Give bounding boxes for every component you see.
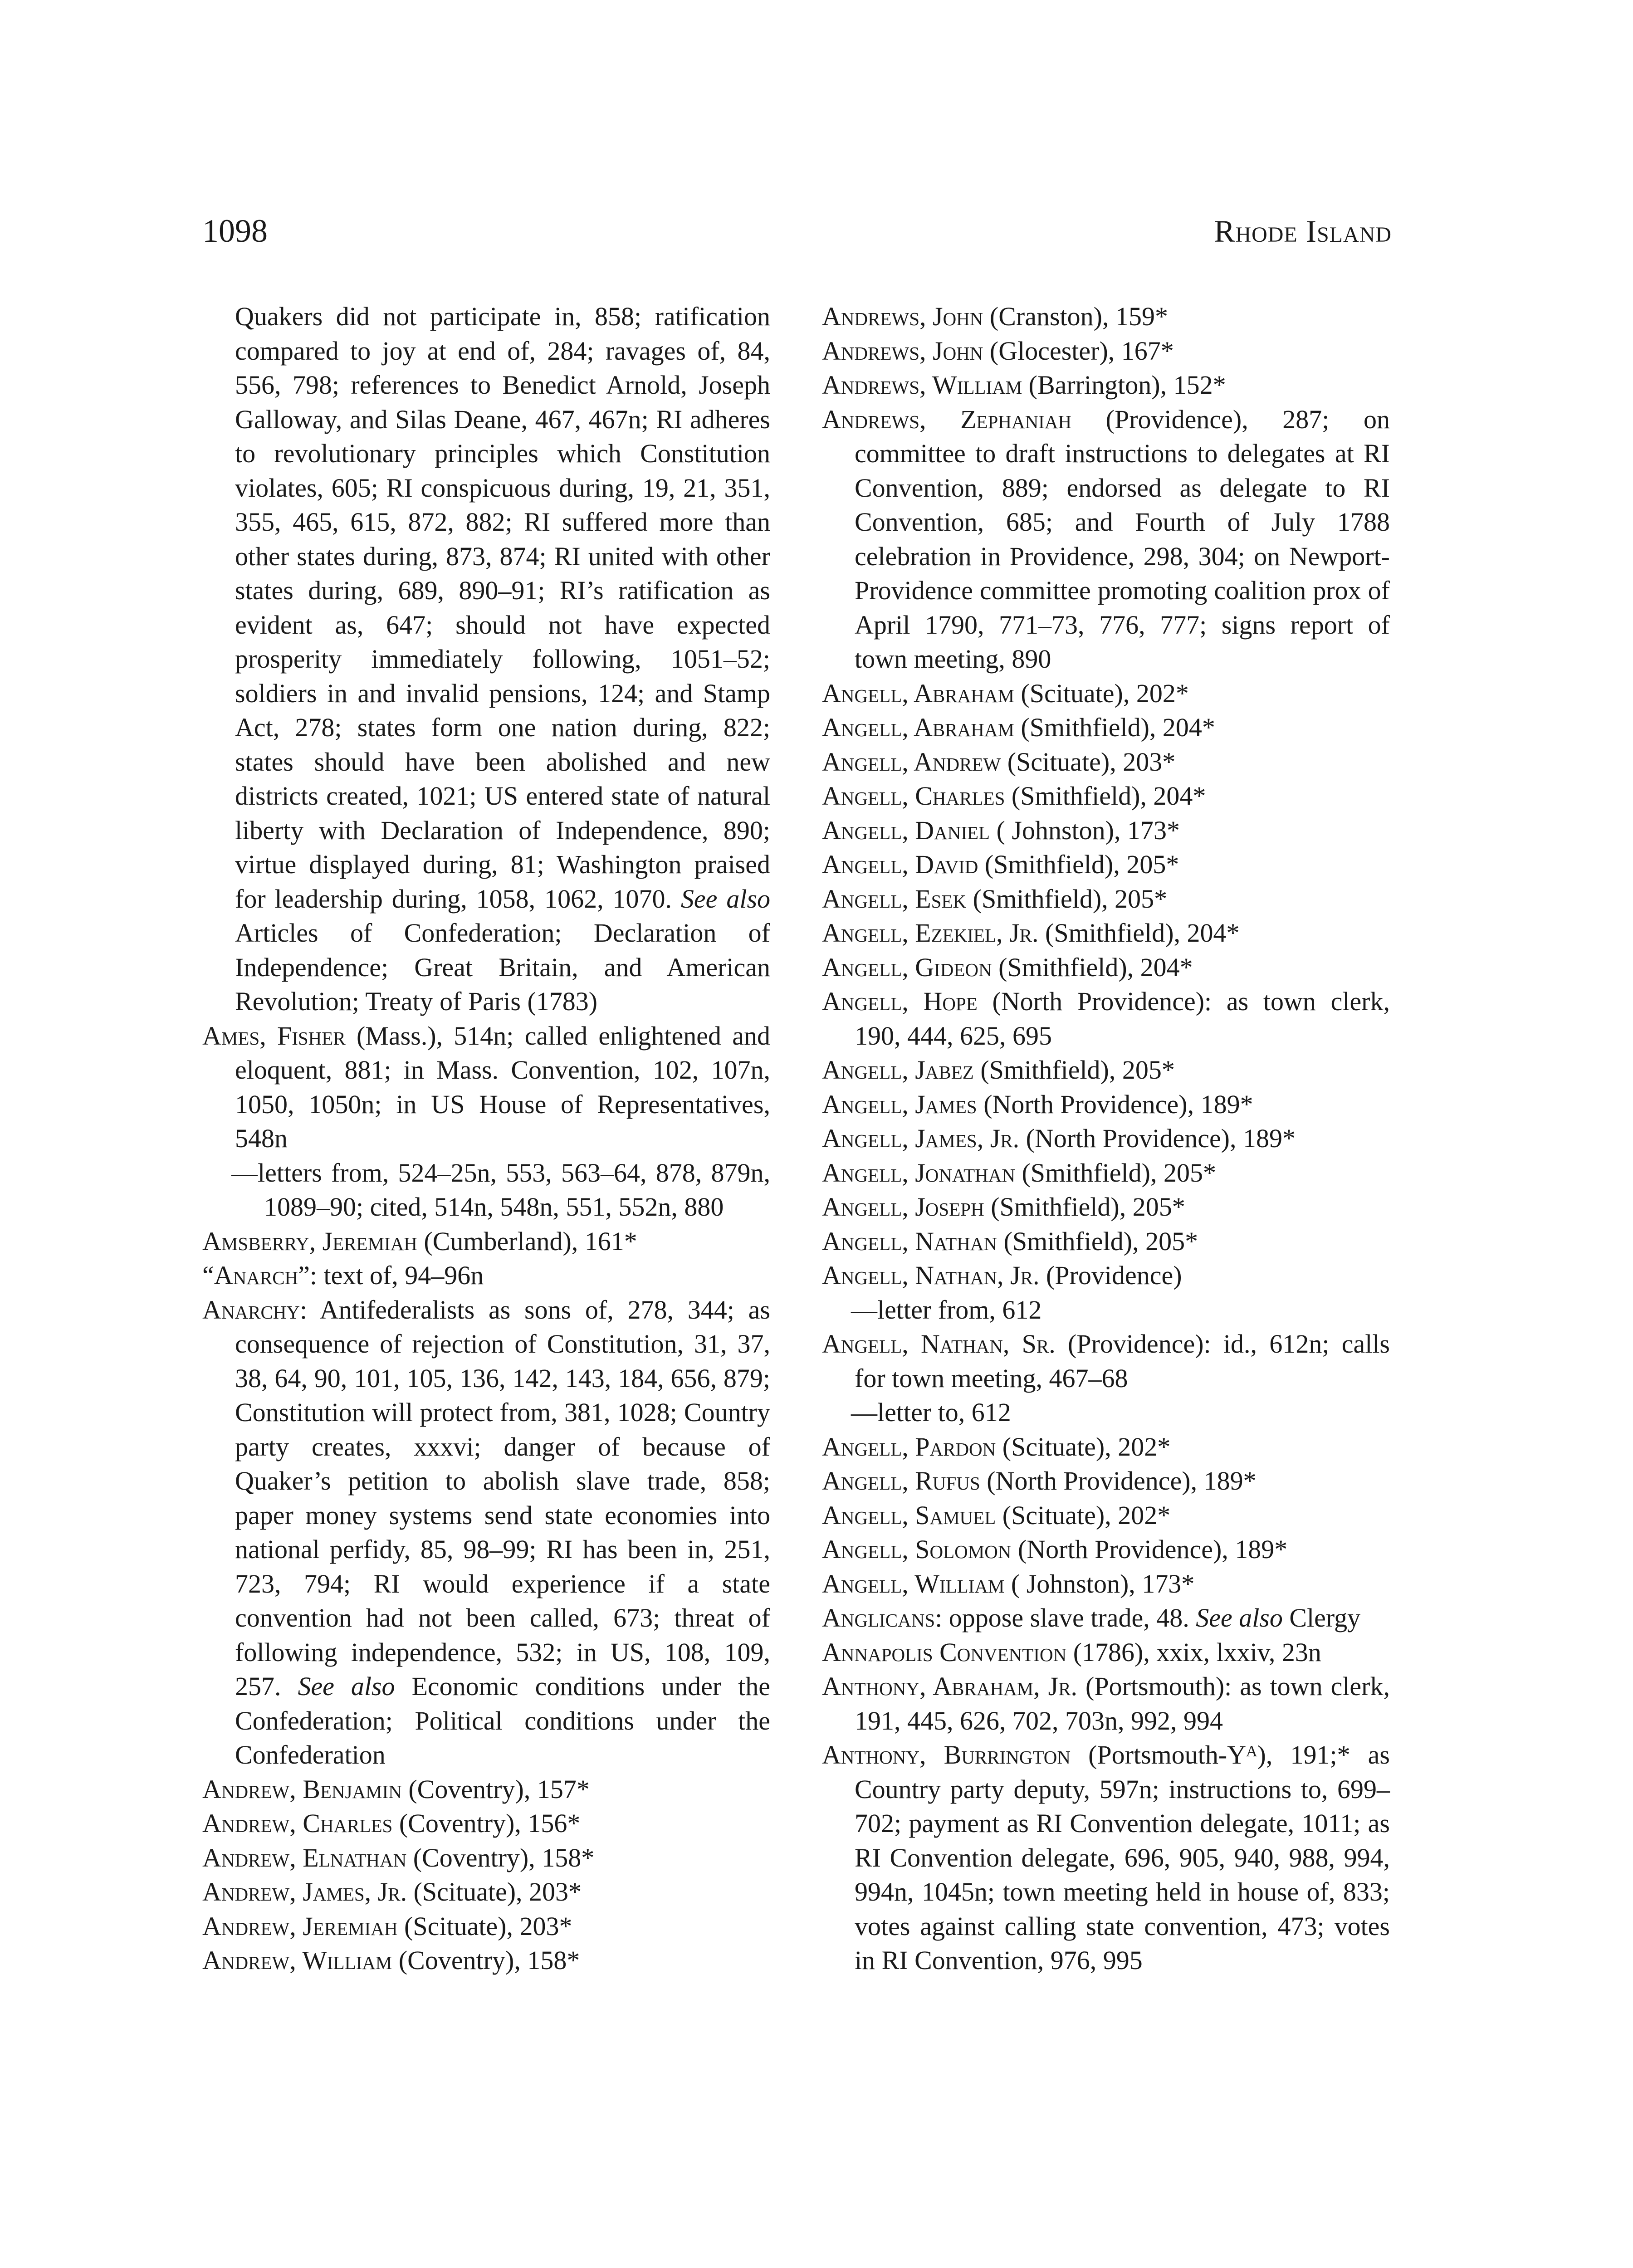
entry-heading: Amsberry, Jeremiah (202, 1226, 417, 1256)
index-entry (822, 334, 1390, 368)
index-entry (822, 1121, 1390, 1156)
index-subentry (822, 1293, 1390, 1327)
index-entry (822, 1053, 1390, 1087)
entry-heading: Andrew, William (202, 1945, 392, 1975)
entry-text: (Coventry), 158* (398, 1945, 580, 1975)
entry-heading: Angell, Samuel (822, 1500, 996, 1530)
index-entry (822, 984, 1390, 1053)
entry-heading: Angell, Gideon (822, 952, 992, 982)
entry-text: (Portsmouth): as town clerk, 191, 445, 626, 702, 703n, 992, 994 (855, 1672, 1390, 1735)
entry-heading: Angell, James (822, 1089, 977, 1119)
entry-text: (Providence), 287; on committee to draft instructions to delegates at RI Convention, 889; endorsed as delegate to RI Convention, 685; and Fourth of July 1788 celebration in Providence, 298, 304; on Newport-Providence committee promoting coalition prox of April 1790, 771–73, 776, 777; signs report of town meeting, 890 (855, 404, 1390, 674)
index-entry (822, 1738, 1390, 1978)
index-entry (822, 299, 1390, 334)
entry-text: (Scituate), 203* (404, 1911, 572, 1941)
index-entry (822, 779, 1390, 813)
entry-text: (Smithfield), 204* (1045, 918, 1240, 948)
entry-text: (Portsmouth-Yᴬ), 191;* as Country party deputy, 597n; instructions to, 699–702; payment as RI Convention delegate, 1011; as RI Convention delegate, 696, 905, 940, 988, 994, 994n, 1045n; town meeting held in house of, 833; votes against calling state convention, 473; votes in RI Convention, 976, 995 (855, 1740, 1390, 1975)
index-entry (822, 676, 1390, 711)
entry-heading: Angell, Ezekiel, Jr. (822, 918, 1039, 948)
index-entry (822, 950, 1390, 985)
entry-heading: Angell, Abraham (822, 678, 1014, 708)
right-entry-list (822, 299, 1390, 1978)
entry-heading: Anarchy: (202, 1295, 308, 1325)
entry-heading: Anthony, Abraham, Jr. (822, 1672, 1078, 1701)
entry-heading: Andrews, William (822, 370, 1022, 400)
entry-heading: Anthony, Burrington (822, 1740, 1071, 1769)
entry-heading: Angell, Andrew (822, 747, 1001, 777)
index-entry (822, 402, 1390, 676)
entry-text: (Barrington), 152* (1028, 370, 1226, 400)
entry-text: (Providence) (1046, 1261, 1182, 1290)
right-column (822, 299, 1390, 1978)
entry-text: (Smithfield), 204* (998, 952, 1193, 982)
entry-heading: Angell, Esek (822, 884, 967, 914)
see-also-target: Economic conditions under the Confederation; Political conditions under the Confederation (235, 1672, 771, 1769)
see-also-label: See also (1196, 1603, 1283, 1633)
entry-heading: Angell, Nathan, Jr. (822, 1261, 1040, 1290)
index-entry (822, 1464, 1390, 1498)
entry-text: (Smithfield), 204* (1011, 781, 1206, 811)
entry-heading: Angell, Daniel (822, 815, 990, 845)
index-subentry (822, 1395, 1390, 1430)
index-entry (822, 1567, 1390, 1601)
entry-heading: Angell, Pardon (822, 1432, 996, 1461)
subentry-text: —letter from, 612 (851, 1295, 1042, 1325)
entry-text: (Smithfield), 205* (984, 850, 1179, 879)
index-entry (822, 813, 1390, 848)
entry-heading: Angell, David (822, 850, 978, 879)
subentry-text: —letters from, 524–25n, 553, 563–64, 878, 879n, 1089–90; cited, 514n, 548n, 551, 552n, 880 (231, 1158, 770, 1222)
entry-text: (Smithfield), 204* (1021, 713, 1215, 742)
page-header (202, 212, 1392, 250)
index-entry (202, 1772, 770, 1807)
index-entry (822, 882, 1390, 916)
index-entry (822, 745, 1390, 779)
entry-text: oppose slave trade, 48. (949, 1603, 1189, 1633)
entry-text: (North Providence), 189* (983, 1089, 1253, 1119)
entry-text: (Scituate), 203* (1007, 747, 1176, 777)
entry-text: ( Johnston), 173* (996, 815, 1180, 845)
page-number: 1098 (202, 213, 268, 249)
entry-heading: Angell, Nathan, Sr. (822, 1329, 1056, 1359)
entry-text: (Smithfield), 205* (1022, 1158, 1216, 1188)
entry-text: (Scituate), 202* (1002, 1500, 1171, 1530)
entry-heading: Angell, Nathan (822, 1226, 997, 1256)
entry-text: (Glocester), 167* (989, 336, 1174, 366)
entry-heading: Angell, Jonathan (822, 1158, 1015, 1188)
entry-heading: Angell, Rufus (822, 1466, 980, 1496)
entry-heading: Andrews, John (822, 302, 983, 331)
subentry-text: —letter to, 612 (851, 1398, 1011, 1427)
index-entry (202, 1875, 770, 1909)
index-entry (822, 1224, 1390, 1259)
entry-heading: Angell, Solomon (822, 1535, 1012, 1564)
index-entry (202, 1293, 770, 1772)
index-entry (822, 1087, 1390, 1122)
entry-heading: Annapolis Convention (822, 1637, 1067, 1667)
entry-heading: Andrew, James, Jr. (202, 1877, 407, 1906)
index-entry (822, 1327, 1390, 1395)
index-entry (822, 847, 1390, 882)
entry-text: (Mass.), 514n; called enlightened and eloquent, 881; in Mass. Convention, 102, 107n, 1050, 1050n; in US House of Representatives, 548n (235, 1021, 770, 1153)
index-entry (822, 1190, 1390, 1224)
entry-text: (Coventry), 157* (408, 1774, 590, 1804)
entry-heading: Andrew, Jeremiah (202, 1911, 398, 1941)
entry-heading: Angell, Abraham (822, 713, 1014, 742)
entry-text: ( Johnston), 173* (1011, 1569, 1195, 1598)
index-entry (822, 1258, 1390, 1293)
entry-heading: Angell, Jabez (822, 1055, 974, 1085)
entry-heading: Angell, Joseph (822, 1192, 984, 1222)
entry-text: (Coventry), 156* (399, 1809, 581, 1838)
index-entry (822, 1669, 1390, 1738)
entry-text: (Scituate), 202* (1021, 678, 1189, 708)
index-entry (822, 1601, 1390, 1635)
running-head: Rhode Island (1214, 214, 1392, 249)
index-entry (202, 1019, 770, 1156)
left-entry-list (202, 1019, 770, 1978)
entry-text: (Smithfield), 205* (973, 884, 1168, 914)
entry-heading: “Anarch”: (202, 1261, 318, 1290)
index-entry (822, 1635, 1390, 1670)
index-entry (822, 1156, 1390, 1190)
entry-heading: Andrew, Charles (202, 1809, 393, 1838)
entry-text: (Smithfield), 205* (991, 1192, 1185, 1222)
entry-text: Antifederalists as sons of, 278, 344; as consequence of rejection of Constitution, 31, 37, 38, 64, 90, 101, 105, 136, 142, 143, 184, 656, 879; Constitution will protect from, 381, 1028; Country party creates, xxxvi; danger of because of Quaker’s petition to abolish slave trade, 858; paper money systems send state economies into national perfidy, 85, 98–99; RI has been in, 251, 723, 794; RI would experience if a state convention had not been called, 673; threat of following independence, 532; in US, 108, 109, 257. (235, 1295, 770, 1701)
index-entry (202, 1258, 770, 1293)
index-entry (202, 1806, 770, 1841)
entry-text: (1786), xxix, lxxiv, 23n (1073, 1637, 1321, 1667)
index-subentry (202, 1156, 770, 1224)
entry-heading: Anglicans: (822, 1603, 943, 1633)
entry-heading: Angell, Hope (822, 987, 978, 1016)
index-entry (822, 368, 1390, 402)
entry-text: (Scituate), 202* (1002, 1432, 1171, 1461)
entry-heading: Andrew, Benjamin (202, 1774, 402, 1804)
entry-text: (Scituate), 203* (413, 1877, 582, 1906)
entry-heading: Andrews, John (822, 336, 983, 366)
index-entry (202, 1224, 770, 1259)
see-also-label: See also (298, 1672, 395, 1701)
left-column (202, 299, 770, 1978)
entry-heading: Ames, Fisher (202, 1021, 346, 1051)
entry-text: (Smithfield), 205* (1003, 1226, 1198, 1256)
entry-text: (North Providence), 189* (987, 1466, 1257, 1496)
see-also-target: Articles of Confederation; Declaration of Independence; Great Britain, and American Revolution; Treaty of Paris (1783) (235, 918, 770, 1016)
entry-heading: Angell, William (822, 1569, 1005, 1598)
entry-text: text of, 94–96n (323, 1261, 484, 1290)
entry-text: (Coventry), 158* (413, 1843, 595, 1872)
index-entry (822, 1498, 1390, 1533)
entry-text: (Providence): id., 612n; calls for town meeting, 467–68 (855, 1329, 1390, 1393)
entry-text: (Smithfield), 205* (980, 1055, 1175, 1085)
entry-text: (North Providence), 189* (1026, 1124, 1296, 1153)
see-also-label: See also (680, 884, 771, 914)
entry-heading: Angell, James, Jr. (822, 1124, 1020, 1153)
entry-text: (Cumberland), 161* (424, 1226, 637, 1256)
index-entry (822, 1532, 1390, 1567)
entry-text: (Cranston), 159* (989, 302, 1168, 331)
index-entry (822, 710, 1390, 745)
index-entry (202, 1909, 770, 1944)
entry-heading: Angell, Charles (822, 781, 1005, 811)
entry-heading: Andrew, Elnathan (202, 1843, 407, 1872)
entry-text: (North Providence): as town clerk, 190, 444, 625, 695 (855, 987, 1390, 1051)
continuation-entry (202, 299, 770, 1019)
index-entry (202, 1841, 770, 1875)
entry-text: (North Providence), 189* (1017, 1535, 1288, 1564)
entry-heading: Andrews, Zephaniah (822, 404, 1072, 434)
index-entry (822, 1430, 1390, 1464)
index-entry (822, 916, 1390, 950)
index-entry (202, 1943, 770, 1978)
see-also-target: Clergy (1289, 1603, 1361, 1633)
continuation-text: Quakers did not participate in, 858; ratification compared to joy at end of, 284; ravages of, 84, 556, 798; references to Benedict Arnold, Joseph Galloway, and Silas Deane, 467, 467n; RI adheres to revolutionary principles which Constitution violates, 605; RI conspicuous during, 19, 21, 351, 355, 465, 615, 872, 882; RI suffered more than other states during, 873, 874; RI united with other states during, 689, 890–91; RI’s ratification as evident as, 647; should not have expected prosperity immediately following, 1051–52; soldiers in and invalid pensions, 124; and Stamp Act, 278; states form one nation during, 822; states should have been abolished and new districts created, 1021; US entered state of natural liberty with Declaration of Independence, 890; virtue displayed during, 81; Washington praised for leadership during, 1058, 1062, 1070. (235, 302, 770, 914)
